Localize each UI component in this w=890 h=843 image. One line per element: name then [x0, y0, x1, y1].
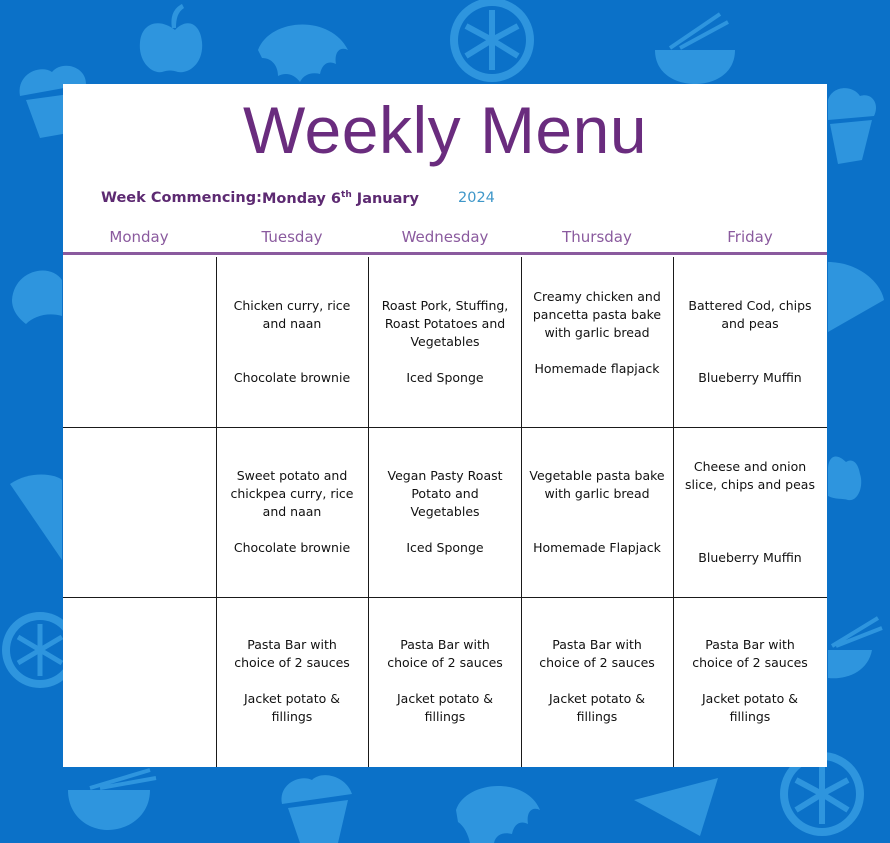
orange-slice-icon: [450, 0, 534, 82]
menu-cell-tuesday: [216, 297, 368, 387]
apple-icon: [828, 456, 861, 500]
menu-cell-tuesday: [216, 467, 368, 557]
day-header-tuesday: Tuesday: [261, 228, 323, 246]
croissant-icon: [258, 24, 348, 82]
dessert: Jacket potato & fillings: [244, 691, 340, 724]
main-dish: Pasta Bar with choice of 2 sauces: [387, 637, 503, 670]
page-title: Weekly Menu: [242, 93, 648, 167]
pizza-slice-icon: [828, 262, 884, 332]
menu-cell-friday: [674, 297, 826, 387]
day-header-friday: Friday: [727, 228, 773, 246]
menu-cell-wednesday: [369, 636, 521, 726]
week-label: Week Commencing:: [101, 190, 262, 206]
dessert: Chocolate brownie: [233, 540, 351, 555]
dessert: Iced Sponge: [406, 370, 484, 385]
menu-panel: [63, 84, 827, 767]
main-dish: Roast Pork, Stuffing, Roast Potatoes and Vegetables: [381, 298, 509, 349]
week-ordinal: th: [341, 190, 352, 200]
dessert: Blueberry Muffin: [698, 370, 802, 385]
menu-cell-friday: [674, 636, 826, 726]
row-divider: [63, 427, 827, 428]
pizza-slice-icon: [634, 778, 718, 836]
dessert: Blueberry Muffin: [698, 550, 802, 565]
menu-grid: [63, 257, 827, 767]
dessert: Jacket potato & fillings: [397, 691, 493, 724]
row-divider: [63, 597, 827, 598]
week-month: January: [351, 190, 420, 207]
main-dish: Pasta Bar with choice of 2 sauces: [234, 637, 350, 670]
croissant-icon: [456, 786, 540, 843]
menu-cell-wednesday: [369, 467, 521, 557]
cupcake-icon: [828, 88, 876, 164]
menu-cell-thursday: [521, 467, 673, 557]
week-date: [262, 190, 419, 207]
croissant-icon: [12, 270, 62, 324]
main-dish: Pasta Bar with choice of 2 sauces: [539, 637, 655, 670]
main-dish: Vegetable pasta bake with garlic bread: [529, 468, 665, 501]
dessert: Jacket potato & fillings: [549, 691, 645, 724]
cupcake-icon: [282, 775, 352, 843]
dessert: Iced Sponge: [406, 540, 484, 555]
noodle-bowl-icon: [655, 14, 735, 84]
menu-cell-tuesday: [216, 636, 368, 726]
day-header-monday: Monday: [109, 228, 169, 246]
noodle-bowl-icon: [68, 770, 156, 830]
dessert: Homemade flapjack: [534, 361, 660, 376]
noodle-bowl-icon: [828, 618, 882, 678]
week-year: 2024: [458, 190, 495, 206]
dessert: Jacket potato & fillings: [702, 691, 798, 724]
menu-cell-friday: [674, 458, 826, 567]
apple-icon: [140, 4, 202, 72]
dessert: Homemade Flapjack: [533, 540, 661, 555]
main-dish: Chicken curry, rice and naan: [233, 298, 351, 331]
pizza-slice-icon: [10, 475, 62, 561]
menu-cell-wednesday: [369, 297, 521, 387]
main-dish: Vegan Pasty Roast Potato and Vegetables: [387, 468, 503, 519]
day-headers: [63, 228, 827, 252]
dessert: Chocolate brownie: [233, 370, 351, 385]
day-header-thursday: Thursday: [562, 228, 632, 246]
week-day: Monday 6: [262, 190, 342, 207]
day-header-wednesday: Wednesday: [401, 228, 489, 246]
main-dish: Pasta Bar with choice of 2 sauces: [692, 637, 808, 670]
menu-cell-thursday: [521, 636, 673, 726]
main-dish: Sweet potato and chickpea curry, rice and naan: [230, 468, 354, 519]
menu-cell-thursday: [521, 288, 673, 378]
header-divider: [63, 252, 827, 255]
main-dish: Cheese and onion slice, chips and peas: [685, 459, 815, 492]
main-dish: Battered Cod, chips and peas: [688, 298, 812, 331]
main-dish: Creamy chicken and pancetta pasta bake with garlic bread: [532, 289, 662, 340]
